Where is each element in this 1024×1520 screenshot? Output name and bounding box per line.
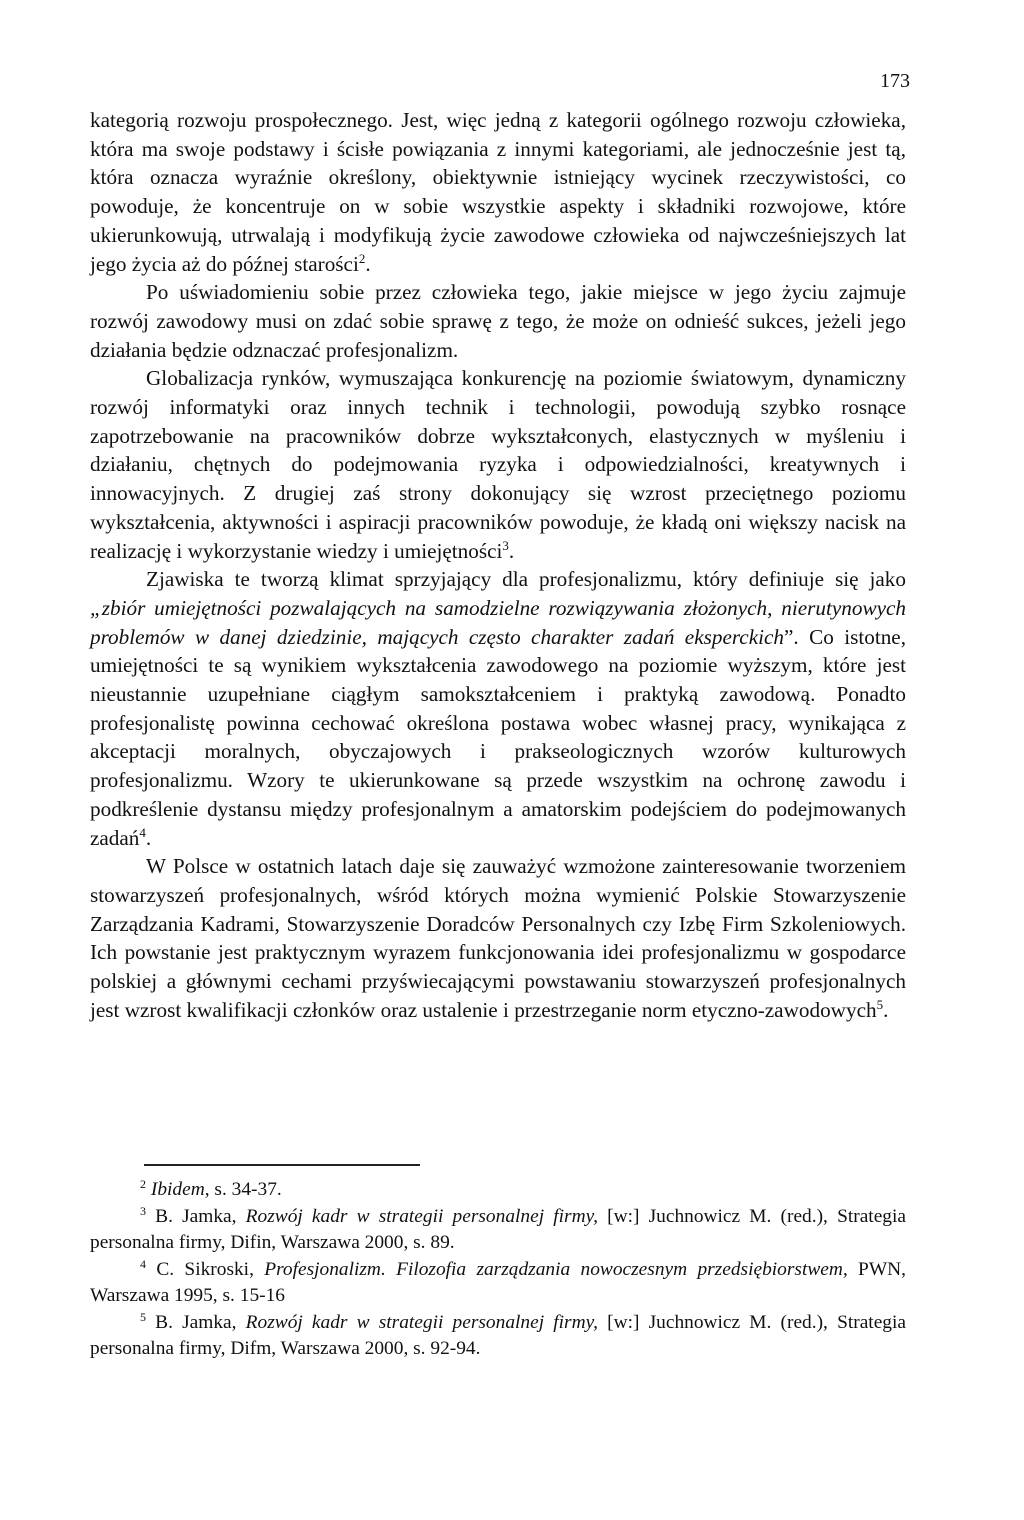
- main-text: [90, 106, 906, 1025]
- footnote-3: $^3$ B. Jamka, Rozwój kadr w strategii personalnej firmy, [w:] Juchnowicz M. (red.), Strategia personalna firmy, Difin, Warszawa 2000, s. 89.: [90, 1203, 906, 1253]
- footnote-ref-4: 4: [139, 824, 146, 840]
- paragraph-3: Globalizacja rynków, wymuszająca konkurencję na poziomie światowym, dynamiczny rozwój informatyki oraz innych technik i technologii, powodują szybko rosnące zapotrzebowanie na pracowników dobrze wykształconych, elastycznych w myśleniu i działaniu, chętnych do podejmowania ryzyka i odpowiedzialności, kreatywnych i innowacyjnych. Z drugiej zaś strony dokonujący się wzrost przeciętnego poziomu wykształcenia, aktywności i aspiracji pracowników powoduje, że kładą oni większy nacisk na realizację i wykorzystanie wiedzy i umiejętności$^3$.: [90, 366, 906, 563]
- footnotes: [90, 1177, 906, 1363]
- footnote-5: $^5$ B. Jamka, Rozwój kadr w strategii personalnej firmy, [w:] Juchnowicz M. (red.), Strategia personalna firmy, Difm, Warszawa 2000, s. 92-94.: [90, 1309, 906, 1359]
- paragraph-4: Zjawiska te tworzą klimat sprzyjający dla profesjonalizmu, który definiuje się jako „zbiór umiejętności pozwalających na samodzielne rozwiązywania złożonych, nierutynowych problemów w danej dziedzinie, mających często charakter zadań eksperckich”. Co istotne, umiejętności te są wynikiem wykształcenia zawodowego na poziomie wyższym, które jest nieustannie uzupełniane ciągłym samokształceniem i praktyką zawodową. Ponadto profesjonalistę powinna cechować określona postawa wobec własnej pracy, wynikająca z akceptacji moralnych, obyczajowych i prakseologicznych wzorów kulturowych profesjonalizmu. Wzory te ukierunkowane są przede wszystkim na ochronę zawodu i podkreślenie dystansu między profesjonalnym a amatorskim podejściem do podejmowanych zadań$^4$.: [90, 567, 906, 850]
- footnote-2: $^2$ Ibidem, s. 34-37.: [140, 1177, 282, 1200]
- paragraph-5: W Polsce w ostatnich latach daje się zauważyć wzmożone zainteresowanie tworzeniem stowarzyszeń profesjonalnych, wśród których można wymienić Polskie Stowarzyszenie Zarządzania Kadrami, Stowarzyszenie Doradców Personalnych czy Izbę Firm Szkoleniowych. Ich powstanie jest praktycznym wyrazem funkcjonowania idei profesjonalizmu w gospodarce polskiej a głównymi cechami przyświecającymi powstawaniu stowarzyszeń profesjonalnych jest wzrost kwalifikacji członków oraz ustalenie i przestrzeganie norm etyczno-zawodowych$^5$.: [90, 854, 906, 1022]
- paragraph-2: Po uświadomieniu sobie przez człowieka tego, jakie miejsce w jego życiu zajmuje rozwój zawodowy musi on zdać sobie sprawę z tego, że może on odnieść sukces, jeżeli jego działania będzie odznaczać profesjonalizm.: [90, 280, 906, 362]
- paragraph-1: kategorią rozwoju prospołecznego. Jest, więc jedną z kategorii ogólnego rozwoju człowieka, która ma swoje podstawy i ścisłe powiązania z innymi kategoriami, ale jednocześnie jest tą, która oznacza wyraźnie określony, obiektywnie istniejący wycinek rzeczywistości, co powoduje, że koncentruje on w sobie wszystkie aspekty i składniki rozwojowe, które ukierunkowują, utrwalają i modyfikują życie zawodowe człowieka od najwcześniejszych lat jego życia aż do późnej starości$^2$.: [90, 108, 906, 276]
- footnote-divider: [144, 1164, 420, 1166]
- footnote-ref-5: 5: [876, 996, 884, 1012]
- footnote-4: $^4$ C. Sikroski, Profesjonalizm. Filozofia zarządzania nowoczesnym przedsiębiorstwem, PWN, Warszawa 1995, s. 15-16: [90, 1256, 906, 1306]
- footnote-ref-3: 3: [502, 537, 509, 553]
- footnote-ref-2: 2: [358, 250, 366, 266]
- definition-quote: „zbiór umiejętności pozwalających na samodzielne rozwiązywania złożonych, nierutynowych problemów w danej dziedzinie, mających często charakter zadań eksperckich: [90, 595, 906, 649]
- page-number: 173: [880, 70, 910, 92]
